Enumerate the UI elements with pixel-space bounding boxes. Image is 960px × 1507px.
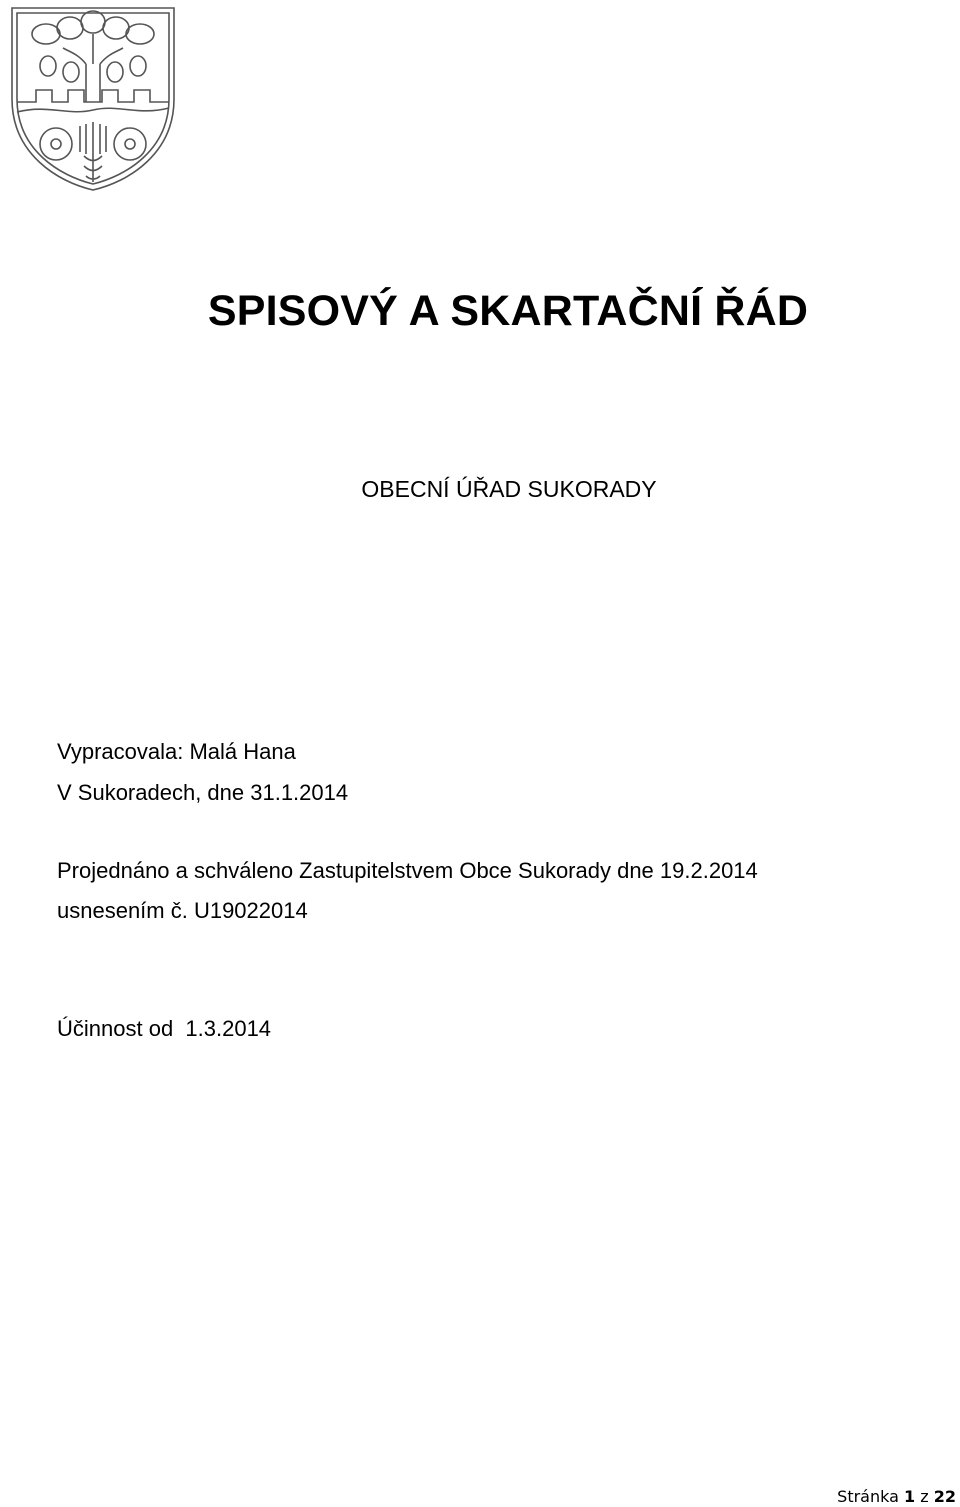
place-date: V Sukoradech, dne 31.1.2014 — [57, 780, 349, 805]
prepared-by: Vypracovala: Malá Hana — [57, 739, 296, 764]
approval-text: Projednáno a schváleno Zastupitelstvem Obce Sukorady dne 19.2.2014 — [57, 858, 758, 883]
page-label: Stránka — [837, 1487, 899, 1506]
coat-of-arms-icon — [8, 4, 178, 194]
page-total: 22 — [933, 1487, 956, 1506]
page-current: 1 — [904, 1487, 916, 1506]
page-number — [837, 1487, 956, 1506]
resolution-number: usnesením č. U19022014 — [57, 898, 308, 923]
document-title: SPISOVÝ A SKARTAČNÍ ŘÁD — [207, 287, 809, 335]
effective-date: Účinnost od 1.3.2014 — [57, 1016, 272, 1041]
page-separator: z — [920, 1487, 929, 1506]
organization-name: OBECNÍ ÚŘAD SUKORADY — [361, 476, 657, 502]
